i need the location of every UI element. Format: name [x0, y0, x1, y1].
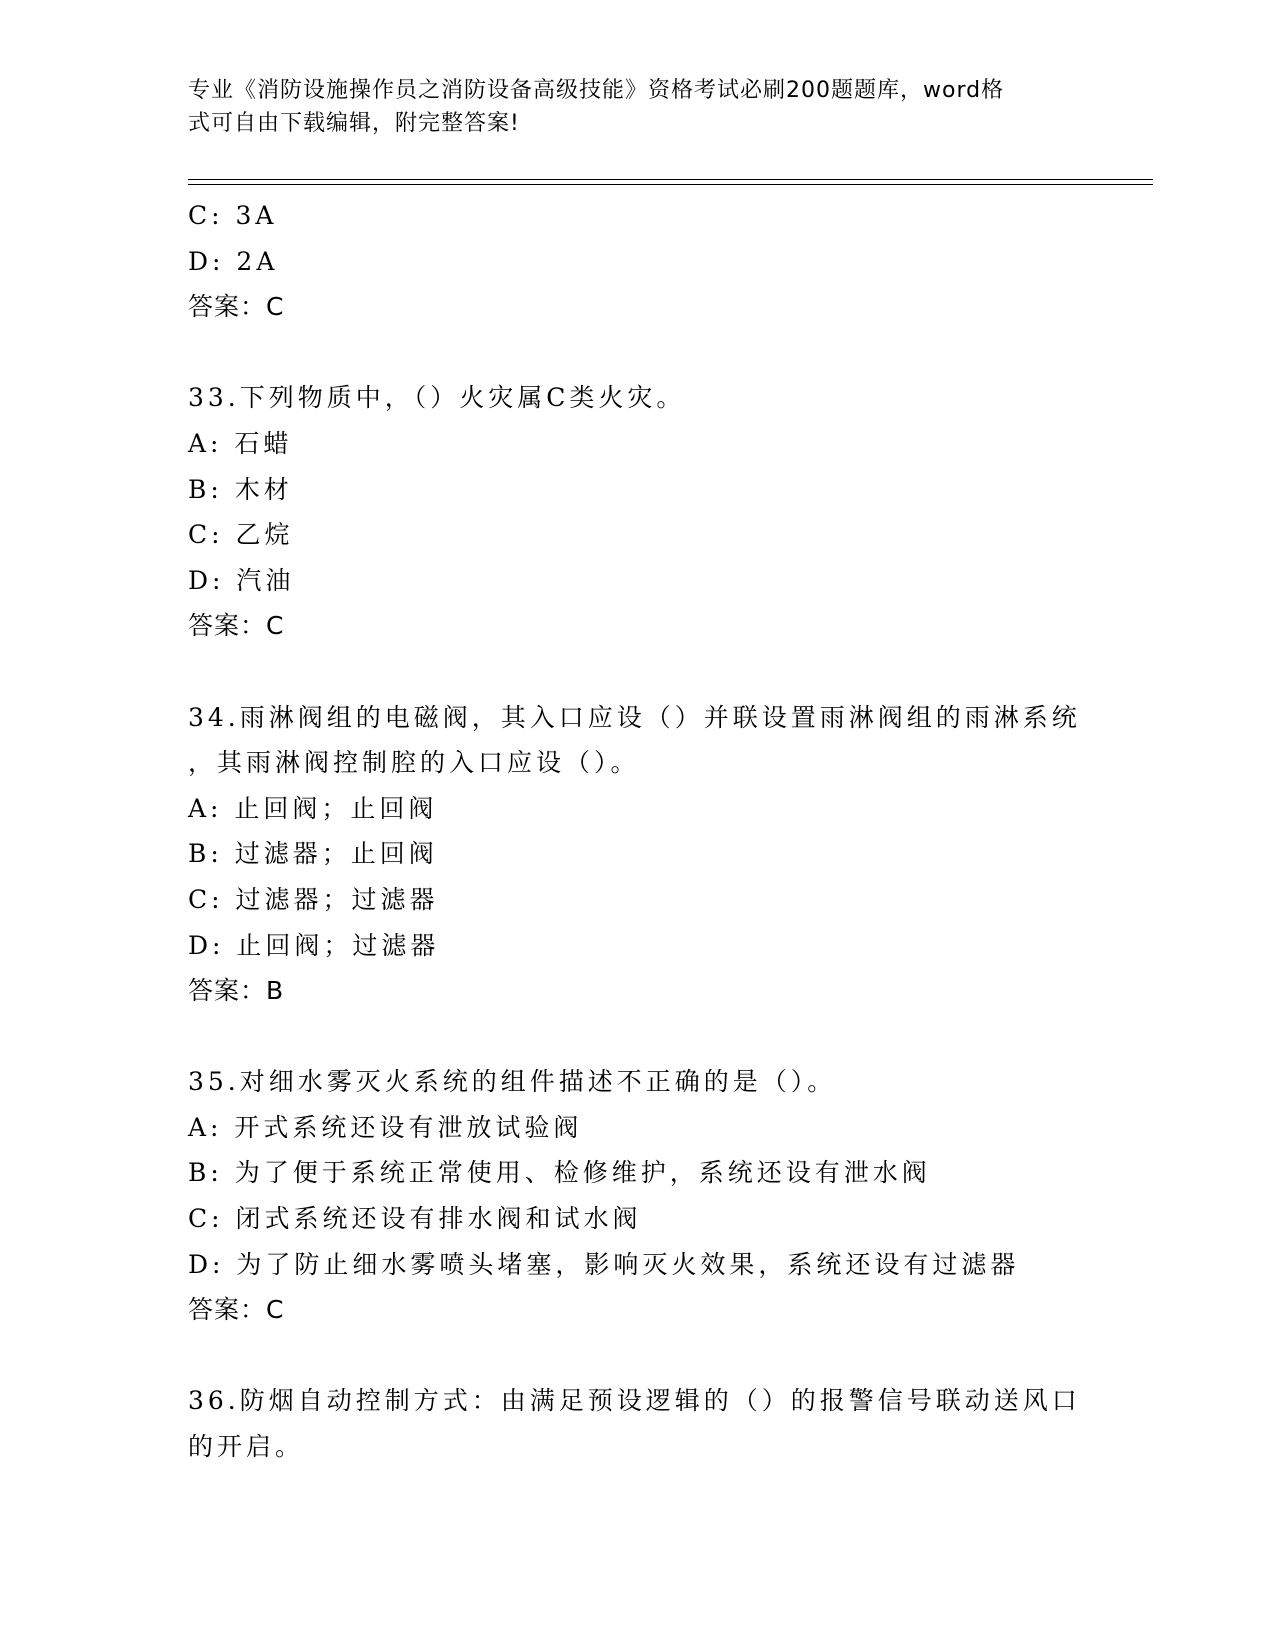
option-b: B: 木材	[188, 474, 293, 504]
spacer	[188, 649, 1088, 695]
question-stem: 33.下列物质中，（）火灾属C类火灾。	[188, 383, 686, 413]
question-stem-line-2: 的开启。	[188, 1432, 305, 1462]
option-a: A: 开式系统还设有泄放试验阀	[188, 1112, 583, 1142]
option-c: C: 闭式系统还设有排水阀和试水阀	[188, 1204, 642, 1234]
question-stem-line-1: 36.防烟自动控制方式：由满足预设逻辑的（）的报警信号联动送风口	[188, 1386, 1081, 1416]
option-d: D: 为了防止细水雾喷头堵塞，影响灭火效果，系统还设有过滤器	[188, 1249, 1020, 1279]
question-34	[188, 695, 1088, 1014]
answer-line: 答案：C	[188, 1295, 285, 1325]
question-32-tail	[188, 193, 1088, 330]
option-a: A: 止回阀；止回阀	[188, 793, 438, 823]
option-d: D: 汽油	[188, 565, 295, 595]
answer-line: 答案：C	[188, 611, 285, 641]
spacer	[188, 330, 1088, 376]
question-stem: 35.对细水雾灭火系统的组件描述不正确的是（）。	[188, 1067, 837, 1097]
option-c: C: 3A	[188, 201, 278, 230]
question-stem-line-1: 34.雨淋阀组的电磁阀，其入口应设（）并联设置雨淋阀组的雨淋系统	[188, 702, 1081, 732]
header-line-2: 式可自由下载编辑，附完整答案!	[188, 111, 520, 136]
option-c: C: 过滤器；过滤器	[188, 884, 439, 914]
option-c: C: 乙烷	[188, 520, 294, 550]
question-stem-line-2: ，其雨淋阀控制腔的入口应设（）。	[188, 748, 640, 778]
spacer	[188, 1014, 1088, 1060]
question-33	[188, 375, 1088, 649]
header-rule-bottom	[188, 184, 1153, 185]
header-line-1: 专业《消防设施操作员之消防设备高级技能》资格考试必刷200题题库，word格	[188, 78, 1005, 103]
question-36	[188, 1378, 1088, 1469]
option-d: D: 止回阀；过滤器	[188, 930, 440, 960]
option-b: B: 过滤器；止回阀	[188, 839, 438, 869]
spacer	[188, 1333, 1088, 1379]
question-list	[188, 193, 1088, 1470]
option-a: A: 石蜡	[188, 428, 293, 458]
question-35	[188, 1059, 1088, 1333]
answer-line: 答案：B	[188, 976, 285, 1006]
option-b: B: 为了便于系统正常使用、检修维护，系统还设有泄水阀	[188, 1158, 931, 1188]
answer-line: 答案：C	[188, 292, 285, 322]
document-header	[188, 74, 1068, 140]
option-d: D: 2A	[188, 246, 279, 276]
header-rule-top	[188, 179, 1153, 180]
